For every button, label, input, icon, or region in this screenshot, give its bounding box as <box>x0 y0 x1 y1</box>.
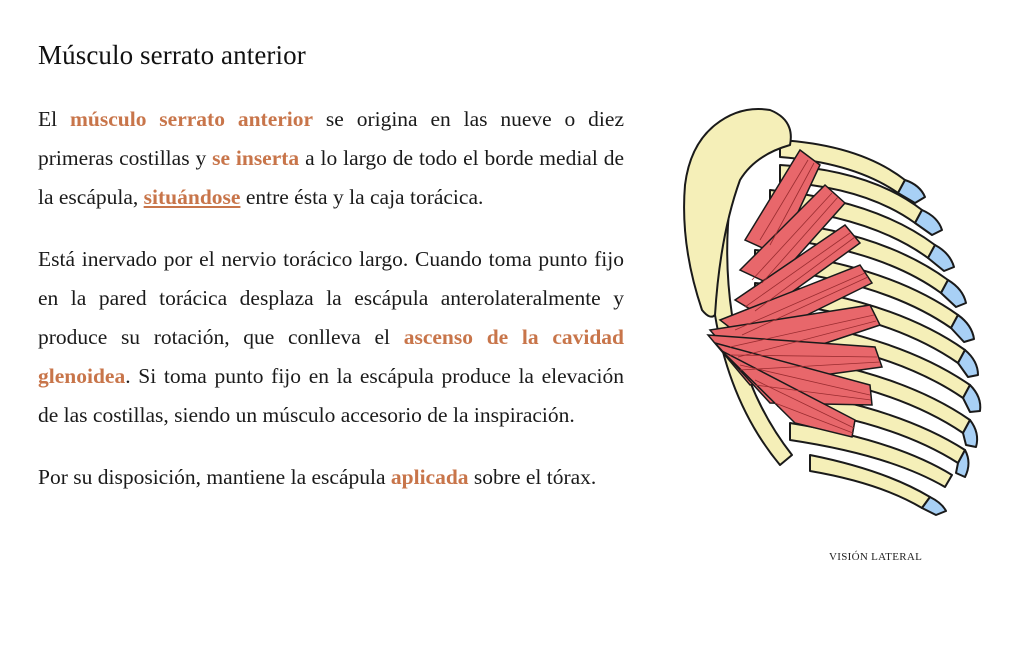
figure-caption: VISIÓN LATERAL <box>829 551 923 563</box>
ribcage-illustration <box>660 85 1000 530</box>
highlight-term: ascenso de la cavidad glenoidea <box>38 325 624 389</box>
text: sobre el tórax. <box>468 464 597 489</box>
cartilage <box>928 245 954 271</box>
highlight-term: aplicada <box>390 464 469 489</box>
paragraph-3 <box>38 458 624 497</box>
text: El <box>38 107 70 131</box>
highlight-term: se inserta <box>212 146 300 171</box>
term-link[interactable]: situándose <box>143 185 241 210</box>
text: a lo largo de todo el borde medial de la escápula, <box>38 146 624 210</box>
cartilage <box>915 210 942 235</box>
paragraph-1 <box>38 100 624 218</box>
article-body <box>38 100 624 519</box>
page-title: Músculo serrato anterior <box>38 40 306 70</box>
paragraph-2 <box>38 240 624 436</box>
highlight-term: músculo serrato anterior <box>69 107 314 131</box>
text: entre ésta y la caja torácica. <box>240 185 484 210</box>
cartilage <box>941 280 966 307</box>
text: Por su disposición, mantiene la escápula <box>38 464 391 489</box>
text: Está inervado por el nervio torácico largo. Cuando toma punto fijo en la pared torácica desplaza la escápula anterolateralmente y produce su rotación, que conlleva el <box>38 246 624 350</box>
text: . Si toma punto fijo en la escápula produce la elevación de las costillas, siendo un músculo accesorio de la inspiración. <box>38 364 624 428</box>
text: se origina en las nueve o diez primeras costillas y <box>38 107 624 171</box>
